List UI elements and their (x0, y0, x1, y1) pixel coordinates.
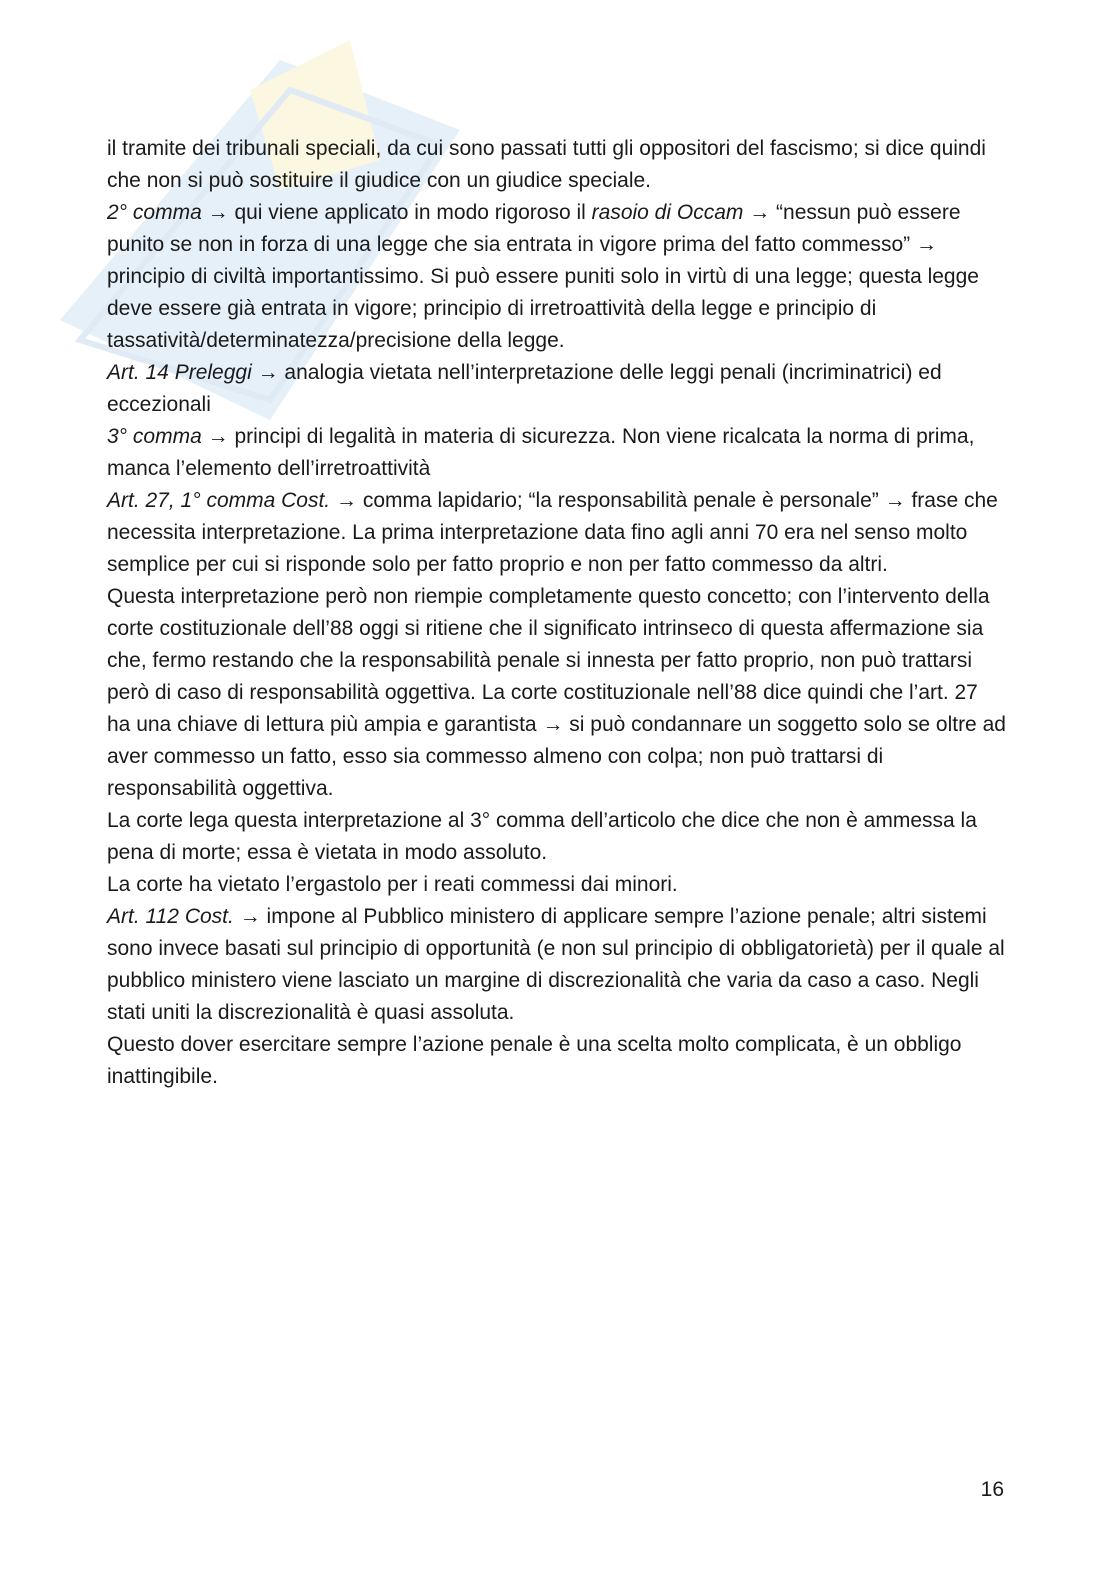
arrow-right-icon: → (884, 489, 906, 512)
italic-reference: 2° comma (107, 201, 202, 224)
text-run: La corte ha vietato l’ergastolo per i reati commessi dai minori. (107, 873, 678, 896)
paragraph (107, 581, 1007, 805)
arrow-right-icon: → (239, 905, 261, 928)
page-number: 16 (980, 1478, 1004, 1501)
italic-reference: 3° comma (107, 425, 202, 448)
paragraph (107, 901, 1007, 1029)
arrow-right-icon: → (257, 361, 279, 384)
text-run: “nessun può essere punito se non in forza di una legge che sia entrata in vigore prima del fatto commesso” (107, 201, 961, 256)
arrow-right-icon: → (207, 425, 229, 448)
text-run: impone al Pubblico ministero di applicare sempre l’azione penale; altri sistemi sono invece basati sul principio di opportunità (e non sul principio di obbligatorietà) per il quale al pubblico ministero viene lasciato un margine di discrezionalità che varia da caso a caso. Negli stati uniti la discrezionalità è quasi assoluta. (107, 905, 1005, 1024)
text-run: si può condannare un soggetto solo se oltre ad aver commesso un fatto, esso sia commesso almeno con colpa; non può trattarsi di responsabilità oggettiva. (107, 713, 1006, 800)
paragraph (107, 1029, 1007, 1093)
text-run: La corte lega questa interpretazione al 3° comma dell’articolo che dice che non è ammessa la pena di morte; essa è vietata in modo assoluto. (107, 809, 977, 864)
italic-reference: Art. 14 Preleggi (107, 361, 252, 384)
text-run: principio di civiltà importantissimo. Si può essere puniti solo in virtù di una legge; questa legge deve essere già entrata in vigore; principio di irretroattività della legge e principio di tassatività/determinatezza/precisione della legge. (107, 265, 979, 352)
italic-reference: rasoio di Occam (591, 201, 744, 224)
text-run: principi di legalità in materia di sicurezza. Non viene ricalcata la norma di prima, manca l’elemento dell’irretroattività (107, 425, 975, 480)
text-run: comma lapidario; “la responsabilità penale è personale” (356, 489, 885, 512)
paragraph (107, 869, 1007, 901)
arrow-right-icon: → (915, 233, 937, 256)
paragraph (107, 421, 1007, 485)
italic-reference: Art. 112 Cost. (107, 905, 234, 928)
text-run: il tramite dei tribunali speciali, da cui sono passati tutti gli oppositori del fascismo; si dice quindi che non si può sostituire il giudice con un giudice speciale. (107, 137, 986, 192)
paragraph (107, 357, 1007, 421)
text-run: frase che necessita interpretazione. La prima interpretazione data fino agli anni 70 era nel senso molto semplice per cui si risponde solo per fatto proprio e non per fatto commesso da altri. (107, 489, 998, 576)
text-run: analogia vietata nell’interpretazione delle leggi penali (incriminatrici) ed eccezionali (107, 361, 942, 416)
page-body (107, 133, 1007, 1093)
paragraph (107, 197, 1007, 357)
arrow-right-icon: → (542, 713, 564, 736)
paragraph (107, 805, 1007, 869)
paragraph (107, 485, 1007, 581)
italic-reference: Art. 27, 1° comma Cost. (107, 489, 331, 512)
text-run: Questa interpretazione però non riempie completamente questo concetto; con l’intervento della corte costituzionale dell’88 oggi si ritiene che il significato intrinseco di questa affermazione sia che, fermo restando che la responsabilità penale si innesta per fatto proprio, non può trattarsi però di caso di responsabilità oggettiva. La corte costituzionale nell’88 dice quindi che l’art. 27 ha una chiave di lettura più ampia e garantista (107, 585, 990, 736)
arrow-right-icon: → (335, 489, 357, 512)
text-run: qui viene applicato in modo rigoroso il (228, 201, 592, 224)
arrow-right-icon: → (749, 201, 771, 224)
text-run: Questo dover esercitare sempre l’azione penale è una scelta molto complicata, è un obbligo inattingibile. (107, 1033, 962, 1088)
arrow-right-icon: → (207, 201, 229, 224)
paragraph (107, 133, 1007, 197)
